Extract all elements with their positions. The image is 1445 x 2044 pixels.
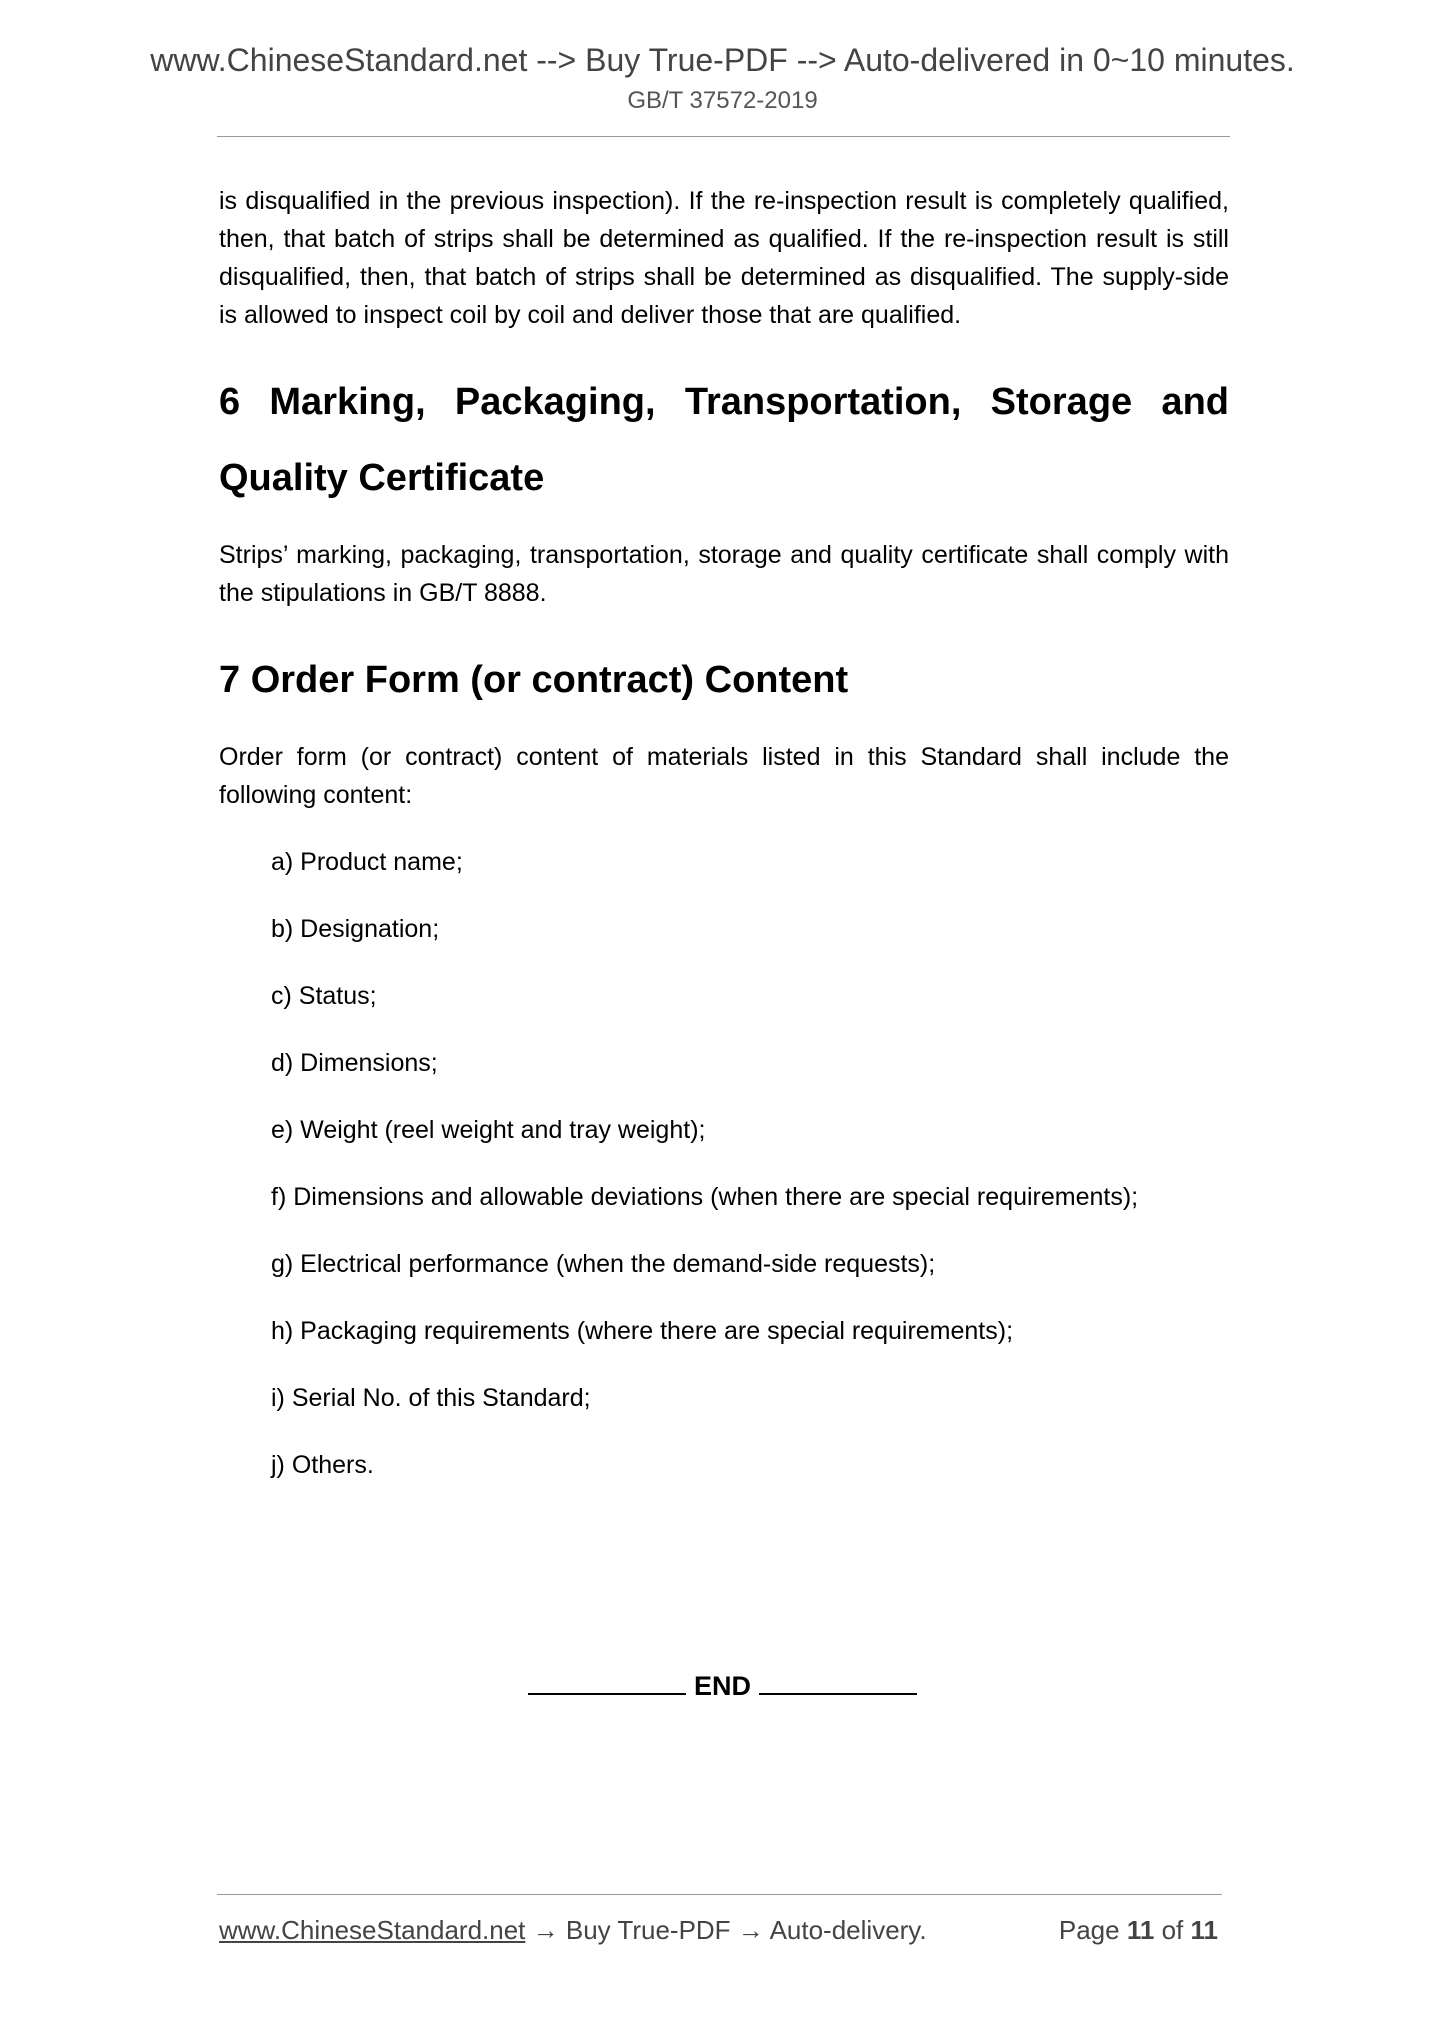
page-total: 11 [1190,1915,1218,1945]
list-item: g) Electrical performance (when the demand-side requests); [271,1250,936,1278]
list-item: c) Status; [271,982,377,1010]
section-6-heading-line2: Quality Certificate [219,457,545,499]
intro-paragraph: is disqualified in the previous inspection). If the re-inspection result is completely qualified, then, that batch of strips shall be determined as qualified. If the re-inspection result is still disqualified, then, that batch of strips shall be determined as disqualified. The supply-side is allowed to inspect coil by coil and deliver those that are qualified. [219,187,1229,329]
page-label: Page [1058,1915,1120,1945]
footer-site-link[interactable]: www.ChineseStandard.net [219,1915,526,1945]
page-indicator [1059,1912,1218,1948]
end-label: END [693,1671,751,1701]
footer-promo [219,1912,927,1948]
page-current: 11 [1126,1915,1155,1945]
footer-tagline: → Buy True-PDF → Auto-delivery. [525,1915,927,1945]
list-item: a) Product name; [271,848,463,876]
page-of-label: of [1161,1915,1184,1945]
list-item: b) Designation; [271,915,440,943]
list-item: f) Dimensions and allowable deviations (when there are special requirements); [271,1183,1139,1211]
header-banner: www.ChineseStandard.net --> Buy True-PDF --> Auto-delivered in 0~10 minutes. [150,42,1295,78]
header-divider [217,136,1230,137]
list-item: e) Weight (reel weight and tray weight); [271,1116,706,1144]
list-item: h) Packaging requirements (where there are special requirements); [271,1317,1014,1345]
section-7-heading: 7 Order Form (or contract) Content [219,659,849,701]
section-6-heading [219,364,1229,516]
document-number: GB/T 37572-2019 [627,87,818,114]
end-rule-right [759,1671,917,1695]
list-item: j) Others. [271,1451,374,1479]
list-item: i) Serial No. of this Standard; [271,1384,591,1412]
section-6-text: Strips’ marking, packaging, transportation, storage and quality certificate shall comply with the stipulations in GB/T 8888. [219,541,1229,607]
page-content [219,182,1229,1513]
end-rule-left [528,1671,686,1695]
order-content-list [219,843,1229,1484]
footer-divider [217,1894,1222,1895]
section-7-text: Order form (or contract) content of materials listed in this Standard shall include the following content: [219,743,1229,809]
end-mark [0,1666,1445,1706]
list-item: d) Dimensions; [271,1049,438,1077]
section-6-heading-line1: 6 Marking, Packaging, Transportation, Storage and [219,381,1229,423]
